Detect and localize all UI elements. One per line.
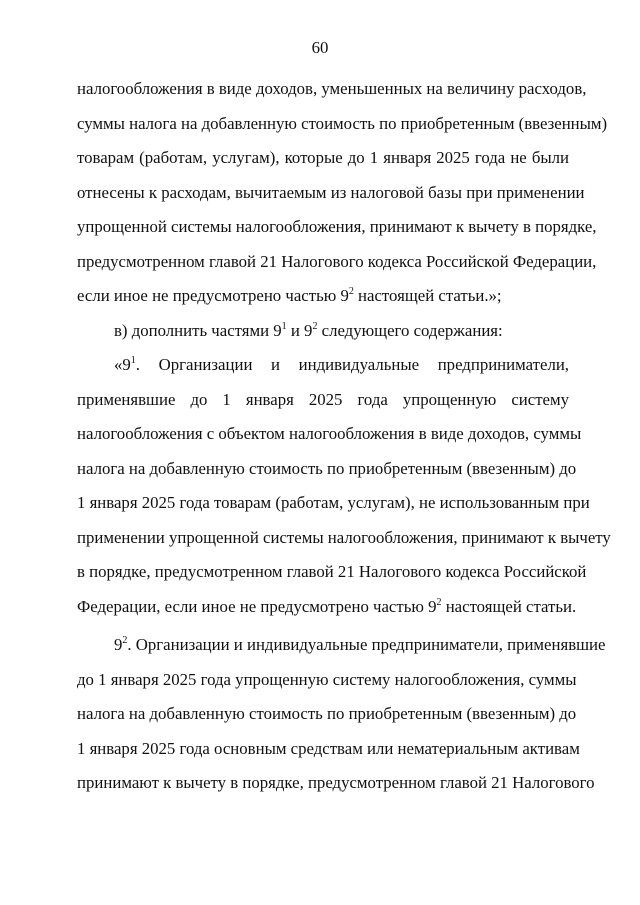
document-body — [77, 72, 611, 801]
text-fragment: «9 — [114, 355, 131, 374]
text-fragment: настоящей статьи. — [441, 596, 577, 616]
text-line: налога на добавленную стоимость по приобретенным (ввезенным) до — [77, 458, 577, 478]
text-line: в порядке, предусмотренном главой 21 Налогового кодекса Российской — [77, 562, 587, 581]
paragraph-part-9-1 — [77, 348, 611, 624]
text-line: применявшие до 1 января 2025 года упрощенную систему — [77, 389, 569, 409]
text-line — [77, 314, 569, 349]
text-line: 1 января 2025 года товарам (работам, услугам), не использованным при — [77, 493, 590, 512]
text-fragment: если иное не предусмотрено частью 9 — [77, 286, 349, 305]
paragraph-part-9-2 — [77, 628, 606, 801]
text-line: принимают к вычету в порядке, предусмотренном главой 21 Налогового — [77, 773, 595, 792]
text-line: отнесены к расходам, вычитаемым из налоговой базы при применении — [77, 182, 585, 202]
superscript: 2 — [348, 286, 354, 297]
text-fragment: настоящей статьи.»; — [353, 286, 502, 305]
text-line: применении упрощенной системы налогообложения, принимают к вычету — [77, 527, 611, 547]
text-line: до 1 января 2025 года упрощенную систему налогообложения, суммы — [77, 669, 577, 689]
text-fragment: следующего содержания: — [317, 320, 503, 340]
text-line: предусмотренном главой 21 Налогового кодекса Российской Федерации, — [77, 251, 597, 271]
text-line: 1 января 2025 года основным средствам или нематериальным активам — [77, 738, 580, 758]
text-line — [77, 590, 577, 625]
text-fragment: в) дополнить частями 9 — [114, 320, 282, 340]
text-line: налогообложения с объектом налогообложения в виде доходов, суммы — [77, 424, 582, 443]
page-number: 60 — [311, 38, 329, 57]
text-line: налога на добавленную стоимость по приобретенным (ввезенным) до — [77, 704, 577, 723]
text-fragment: . Организации и индивидуальные предприниматели, применявшие — [127, 635, 606, 654]
text-line — [77, 628, 606, 663]
text-line: товарам (работам, услугам), которые до 1 января 2025 года не были — [77, 148, 569, 167]
superscript: 1 — [281, 320, 287, 332]
text-fragment: Федерации, если иное не предусмотрено частью 9 — [77, 596, 437, 616]
text-line — [77, 348, 569, 383]
text-fragment: 9 — [114, 635, 123, 654]
text-line: суммы налога на добавленную стоимость по приобретенным (ввезенным) — [77, 113, 608, 133]
paragraph-item-v — [77, 314, 569, 349]
text-fragment: и 9 — [286, 320, 313, 340]
superscript: 2 — [122, 635, 128, 646]
text-line — [77, 279, 569, 314]
paragraph-continuation — [77, 72, 608, 314]
superscript: 2 — [312, 320, 318, 332]
text-line: налогообложения в виде доходов, уменьшенных на величину расходов, — [77, 79, 587, 98]
superscript: 2 — [436, 596, 442, 608]
superscript: 1 — [130, 355, 136, 366]
text-line: упрощенной системы налогообложения, принимают к вычету в порядке, — [77, 217, 597, 236]
text-fragment: . Организации и индивидуальные предприниматели, — [135, 355, 569, 374]
